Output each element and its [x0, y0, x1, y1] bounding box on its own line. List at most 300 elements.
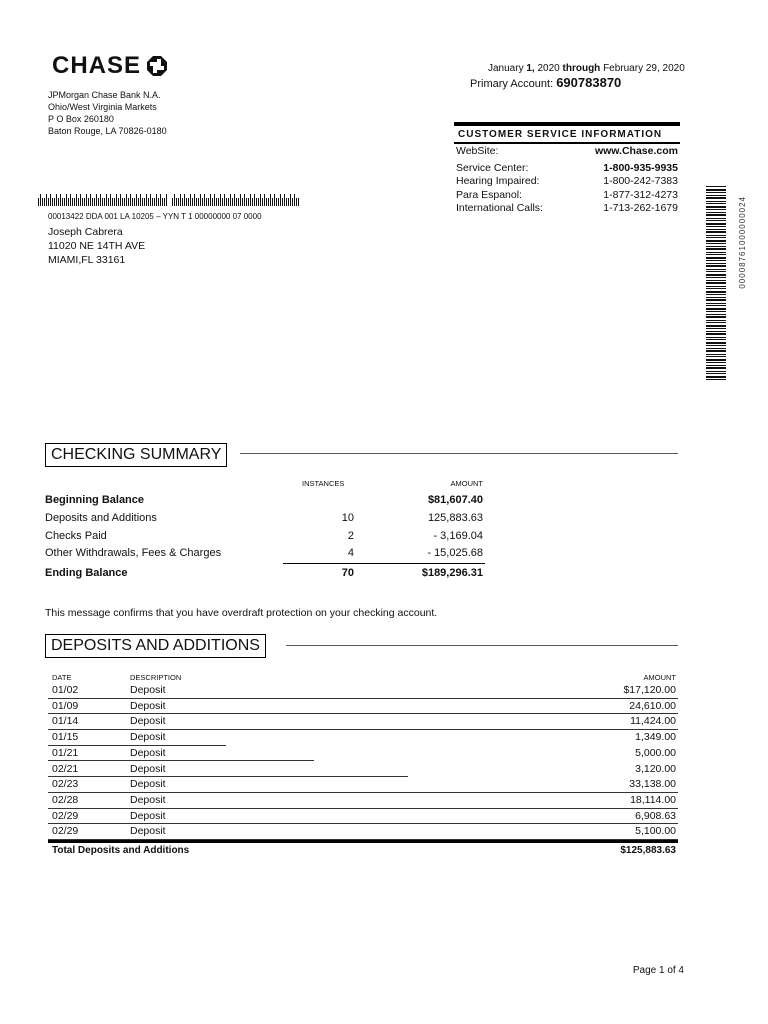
deposit-row — [48, 824, 678, 840]
deposit-description: Deposit — [130, 715, 166, 728]
barcode-bar — [130, 194, 131, 206]
barcode-bar — [120, 194, 121, 206]
barcode-bar — [706, 257, 726, 259]
barcode-bar — [234, 194, 235, 206]
period-start-day: 1, — [526, 63, 535, 74]
barcode-bar — [144, 198, 145, 206]
barcode-bar — [126, 194, 127, 206]
customer-name: Joseph Cabrera — [48, 226, 123, 238]
barcode-bar — [236, 198, 237, 206]
deposit-description: Deposit — [130, 731, 166, 744]
mail-code: 00013422 DDA 001 LA 10205 – YYN T 1 00000000 07 0000 — [48, 212, 262, 221]
barcode-bar — [706, 240, 726, 242]
barcode-bar — [72, 198, 73, 206]
barcode-bar — [106, 194, 107, 206]
deposits-title: DEPOSITS AND ADDITIONS — [45, 634, 266, 658]
barcode-bar — [706, 282, 726, 284]
barcode-bar — [128, 198, 129, 206]
barcode-bar — [294, 194, 295, 206]
barcode-bar — [64, 198, 65, 206]
barcode-bar — [266, 198, 267, 206]
summary-amount: - 15,025.68 — [427, 547, 483, 559]
barcode-bar — [54, 198, 55, 206]
deposits-rule — [286, 645, 678, 646]
summary-label: Other Withdrawals, Fees & Charges — [45, 547, 222, 559]
barcode-bar — [274, 194, 275, 206]
barcode-bar — [706, 206, 726, 208]
deposit-amount: 11,424.00 — [630, 715, 676, 728]
cs-title-rule — [454, 142, 680, 144]
barcode-bar — [166, 194, 167, 206]
summary-amount: - 3,169.04 — [433, 530, 483, 542]
summary-label: Checks Paid — [45, 530, 107, 542]
barcode-bar — [40, 194, 41, 206]
barcode-bar — [706, 195, 726, 196]
barcode-bar — [204, 194, 205, 206]
page-number: Page 1 of 4 — [632, 965, 684, 976]
barcode-bar — [706, 356, 726, 357]
barcode-bar — [218, 198, 219, 206]
col-amount: AMOUNT — [450, 479, 483, 488]
barcode-bar — [706, 214, 726, 216]
deposit-amount: $17,120.00 — [623, 684, 676, 696]
customer-address — [48, 225, 145, 267]
barcode-bar — [706, 235, 726, 236]
barcode-bar — [66, 194, 67, 206]
barcode-bar — [62, 198, 63, 206]
barcode-bar — [706, 263, 726, 264]
barcode-bar — [706, 223, 726, 225]
barcode-bar — [136, 194, 137, 206]
barcode-bar — [706, 212, 726, 213]
vertical-barcode-digits: 00008761000000024 — [738, 196, 747, 289]
barcode-bar — [190, 194, 191, 206]
barcode-bar — [142, 198, 143, 206]
deposit-date: 02/23 — [52, 778, 79, 791]
barcode-bar — [252, 198, 253, 206]
barcode-bar — [188, 198, 189, 206]
barcode-bar — [84, 198, 85, 206]
barcode-bar — [260, 194, 261, 206]
account-number: 690783870 — [556, 75, 622, 90]
ending-balance-label: Ending Balance — [45, 567, 128, 579]
cs-value: 1-713-262-1679 — [603, 202, 678, 214]
barcode-bar — [270, 194, 271, 206]
account-label: Primary Account: — [470, 78, 554, 90]
barcode-bar — [176, 198, 177, 206]
barcode-bar — [706, 252, 726, 253]
bank-address-line: JPMorgan Chase Bank N.A. — [48, 90, 161, 100]
bank-address-line: P O Box 260180 — [48, 114, 114, 124]
barcode-bar — [228, 198, 229, 206]
barcode-bar — [258, 198, 259, 206]
cs-label: International Calls: — [456, 202, 543, 214]
barcode-bar — [148, 198, 149, 206]
barcode-bar — [706, 209, 726, 210]
barcode-bar — [706, 316, 726, 318]
barcode-bar — [706, 226, 726, 227]
barcode-bar — [98, 198, 99, 206]
barcode-bar — [706, 333, 726, 335]
barcode-bar — [706, 350, 726, 352]
barcode-bar — [206, 198, 207, 206]
barcode-bar — [706, 322, 726, 323]
barcode-bar — [706, 291, 726, 293]
barcode-bar — [158, 198, 159, 206]
barcode-bar — [180, 194, 181, 206]
period-end: February 29, 2020 — [603, 63, 685, 74]
deposit-description: Deposit — [130, 778, 166, 791]
barcode-bar — [706, 189, 726, 191]
barcode-bar — [76, 194, 77, 206]
barcode-bar — [156, 194, 157, 206]
barcode-bar — [194, 194, 195, 206]
barcode-bar — [706, 269, 726, 270]
barcode-bar — [706, 367, 726, 369]
barcode-bar — [276, 198, 277, 206]
deposit-row — [48, 699, 678, 715]
cs-label: Para Espanol: — [456, 188, 522, 201]
barcode-bar — [706, 303, 726, 304]
summary-amount: $81,607.40 — [427, 494, 483, 506]
barcode-bar — [164, 198, 165, 206]
barcode-bar — [706, 248, 726, 250]
barcode-bar — [706, 265, 726, 267]
deposit-date: 01/09 — [52, 699, 79, 712]
barcode-bar — [286, 198, 287, 206]
barcode-bar — [132, 198, 133, 206]
barcode-bar — [706, 203, 726, 204]
summary-total-rule — [283, 563, 485, 564]
bank-address-line: Baton Rouge, LA 70826-0180 — [48, 126, 167, 136]
barcode-bar — [244, 194, 245, 206]
barcode-bar — [58, 198, 59, 206]
deposit-row — [48, 746, 678, 762]
barcode-bar — [124, 198, 125, 206]
summary-instances: 10 — [341, 512, 354, 524]
barcode-bar — [246, 198, 247, 206]
barcode-bar — [182, 198, 183, 206]
barcode-bar — [224, 194, 225, 206]
bank-address-line: Ohio/West Virginia Markets — [48, 102, 157, 112]
cs-row-espanol — [454, 189, 680, 203]
barcode-bar — [706, 311, 726, 312]
barcode-bar — [42, 198, 43, 206]
barcode-bar — [706, 218, 726, 219]
statement-period — [488, 63, 685, 74]
deposit-description: Deposit — [130, 699, 166, 712]
ending-balance-amount: $189,296.31 — [421, 567, 483, 579]
barcode-bar — [112, 198, 113, 206]
summary-instances: 4 — [347, 547, 354, 559]
barcode-bar — [220, 194, 221, 206]
cs-label: Service Center: — [456, 161, 529, 174]
barcode-bar — [706, 348, 726, 349]
barcode-bar — [116, 194, 117, 206]
barcode-bar — [100, 194, 101, 206]
bank-address — [48, 89, 167, 137]
barcode-bar — [706, 297, 726, 298]
barcode-bar — [52, 198, 53, 206]
barcode-bar — [706, 254, 726, 255]
barcode-bar — [160, 194, 161, 206]
col-amount: AMOUNT — [643, 673, 676, 682]
deposit-date: 01/02 — [52, 684, 79, 696]
barcode-bar — [152, 198, 153, 206]
barcode-bar — [706, 243, 726, 244]
barcode-bar — [86, 194, 87, 206]
barcode-bar — [706, 197, 726, 199]
deposit-description: Deposit — [130, 684, 166, 696]
barcode-bar — [74, 198, 75, 206]
ending-balance-instances: 70 — [341, 567, 354, 579]
barcode-bar — [296, 198, 297, 206]
barcode-bar — [240, 194, 241, 206]
deposit-amount: 1,349.00 — [635, 731, 676, 744]
summary-instances: 2 — [347, 530, 354, 542]
barcode-bar — [108, 198, 109, 206]
period-start-year: 2020 — [537, 63, 560, 74]
deposit-row — [48, 714, 678, 730]
barcode-bar — [250, 194, 251, 206]
barcode-bar — [254, 194, 255, 206]
deposit-date: 02/28 — [52, 793, 79, 806]
deposit-amount: 24,610.00 — [629, 699, 676, 712]
deposit-description: Deposit — [130, 762, 166, 775]
barcode-bar — [70, 194, 71, 206]
barcode-bar — [44, 198, 45, 206]
barcode-bar — [216, 198, 217, 206]
logo-text: CHASE — [52, 52, 142, 79]
barcode-bar — [222, 198, 223, 206]
summary-label: Deposits and Additions — [45, 512, 157, 524]
cs-website-value[interactable]: www.Chase.com — [594, 145, 678, 157]
barcode-bar — [280, 194, 281, 206]
total-row — [48, 843, 678, 856]
barcode-bar — [264, 194, 265, 206]
deposit-date: 02/29 — [52, 825, 79, 838]
barcode-bar — [50, 194, 51, 206]
barcode-bar — [706, 308, 726, 310]
deposit-row — [48, 809, 678, 825]
barcode-bar — [292, 198, 293, 206]
barcode-bar — [210, 194, 211, 206]
barcode-bar — [706, 359, 726, 361]
cs-label: Hearing Impaired: — [456, 175, 540, 187]
barcode-bar — [282, 198, 283, 206]
barcode-bar — [706, 192, 726, 193]
barcode-bar — [242, 198, 243, 206]
cs-label: WebSite: — [456, 145, 499, 157]
deposit-row — [48, 762, 678, 778]
barcode-bar — [78, 198, 79, 206]
barcode-bar — [706, 280, 726, 281]
barcode-bar — [706, 342, 726, 344]
barcode-bar — [186, 198, 187, 206]
barcode-bar — [202, 198, 203, 206]
barcode-bar — [706, 220, 726, 221]
barcode-bar — [284, 194, 285, 206]
barcode-bar — [192, 198, 193, 206]
summary-amount: 125,883.63 — [427, 512, 483, 524]
barcode-bar — [134, 198, 135, 206]
barcode-bar — [706, 274, 726, 276]
barcode-bar — [238, 198, 239, 206]
summary-label: Beginning Balance — [45, 494, 145, 506]
deposit-date: 01/15 — [52, 731, 79, 744]
deposit-date: 02/29 — [52, 809, 79, 822]
barcode-bar — [706, 314, 726, 315]
deposit-amount: 33,138.00 — [629, 778, 676, 791]
col-date: DATE — [52, 673, 72, 682]
barcode-bar — [214, 194, 215, 206]
cs-value: 1-800-242-7383 — [603, 175, 678, 187]
barcode-bar — [706, 365, 726, 366]
deposit-row — [48, 793, 678, 809]
barcode-bar — [706, 328, 726, 329]
barcode-bar — [256, 198, 257, 206]
barcode-bar — [706, 299, 726, 301]
barcode-bar — [150, 194, 151, 206]
deposit-description: Deposit — [130, 746, 166, 759]
deposit-description: Deposit — [130, 793, 166, 806]
deposit-row — [48, 730, 678, 746]
barcode-bar — [278, 198, 279, 206]
barcode-bar — [104, 198, 105, 206]
barcode-bar — [706, 294, 726, 295]
cs-row-international — [454, 202, 680, 216]
barcode-bar — [56, 194, 57, 206]
cs-value: 1-877-312-4273 — [603, 188, 678, 201]
barcode-bar — [706, 354, 726, 355]
barcode-bar — [706, 376, 726, 378]
barcode-bar — [226, 198, 227, 206]
barcode-bar — [46, 194, 47, 206]
barcode-bar — [94, 198, 95, 206]
barcode-bar — [232, 198, 233, 206]
barcode-bar — [140, 194, 141, 206]
barcode-bar — [162, 198, 163, 206]
postal-barcode — [38, 194, 300, 206]
barcode-bar — [38, 198, 39, 206]
barcode-bar — [122, 198, 123, 206]
deposit-row — [48, 777, 678, 793]
barcode-bar — [82, 198, 83, 206]
barcode-bar — [272, 198, 273, 206]
barcode-bar — [706, 325, 726, 327]
barcode-bar — [146, 194, 147, 206]
vertical-barcode — [706, 186, 726, 382]
barcode-bar — [706, 371, 726, 372]
barcode-bar — [138, 198, 139, 206]
deposit-description: Deposit — [130, 809, 166, 822]
chase-octagon-icon — [147, 56, 167, 76]
barcode-bar — [706, 237, 726, 238]
barcode-bar — [92, 198, 93, 206]
overdraft-message: This message confirms that you have overdraft protection on your checking account. — [45, 607, 438, 619]
deposit-row — [48, 683, 678, 699]
deposit-amount: 5,000.00 — [635, 746, 676, 759]
period-through: through — [562, 63, 601, 74]
barcode-bar — [248, 198, 249, 206]
barcode-bar — [706, 288, 726, 289]
barcode-bar — [154, 198, 155, 206]
barcode-bar — [706, 373, 726, 374]
primary-account — [470, 75, 621, 90]
barcode-bar — [706, 331, 726, 332]
cs-title: CUSTOMER SERVICE INFORMATION — [458, 129, 663, 140]
customer-street: 11020 NE 14TH AVE — [48, 240, 146, 252]
barcode-bar — [88, 198, 89, 206]
barcode-bar — [706, 286, 726, 287]
total-label: Total Deposits and Additions — [52, 845, 190, 856]
deposits-total — [48, 840, 678, 856]
customer-service-box — [454, 122, 680, 216]
barcode-bar — [706, 305, 726, 306]
barcode-bar — [118, 198, 119, 206]
barcode-bar — [706, 339, 726, 340]
checking-summary-title: CHECKING SUMMARY — [45, 443, 227, 467]
cs-row-hearing — [454, 175, 680, 189]
barcode-bar — [288, 198, 289, 206]
col-description: DESCRIPTION — [130, 673, 182, 682]
barcode-bar — [68, 198, 69, 206]
barcode-bar — [80, 194, 81, 206]
deposit-date: 02/21 — [52, 762, 79, 775]
deposit-date: 01/14 — [52, 715, 79, 728]
cs-row-website — [454, 145, 680, 159]
barcode-bar — [60, 194, 61, 206]
barcode-bar — [706, 246, 726, 247]
checking-summary-rule — [240, 453, 678, 454]
barcode-bar — [90, 194, 91, 206]
barcode-bar — [174, 194, 175, 206]
barcode-bar — [110, 194, 111, 206]
barcode-bar — [706, 362, 726, 363]
deposit-amount: 5,100.00 — [635, 825, 676, 838]
barcode-bar — [706, 231, 726, 233]
barcode-bar — [706, 320, 726, 321]
barcode-bar — [706, 229, 726, 230]
col-instances: INSTANCES — [302, 479, 345, 488]
deposit-description: Deposit — [130, 825, 166, 838]
barcode-bar — [706, 186, 726, 187]
barcode-bar — [298, 198, 299, 206]
period-start: January — [488, 63, 524, 74]
barcode-bar — [200, 194, 201, 206]
barcode-bar — [290, 194, 291, 206]
barcode-bar — [196, 198, 197, 206]
barcode-bar — [172, 198, 173, 206]
barcode-bar — [706, 337, 726, 338]
barcode-bar — [268, 198, 269, 206]
barcode-bar — [48, 198, 49, 206]
barcode-bar — [96, 194, 97, 206]
barcode-bar — [706, 277, 726, 278]
barcode-bar — [706, 201, 726, 202]
barcode-bar — [178, 198, 179, 206]
barcode-bar — [198, 198, 199, 206]
cs-value: 1-800-935-9935 — [603, 161, 678, 174]
barcode-bar — [212, 198, 213, 206]
barcode-bar — [706, 379, 726, 380]
barcode-bar — [184, 194, 185, 206]
barcode-bar — [114, 198, 115, 206]
barcode-bar — [262, 198, 263, 206]
cs-row-service-center — [454, 162, 680, 176]
deposit-amount: 6,908.63 — [635, 809, 676, 822]
deposit-amount: 3,120.00 — [635, 762, 676, 775]
